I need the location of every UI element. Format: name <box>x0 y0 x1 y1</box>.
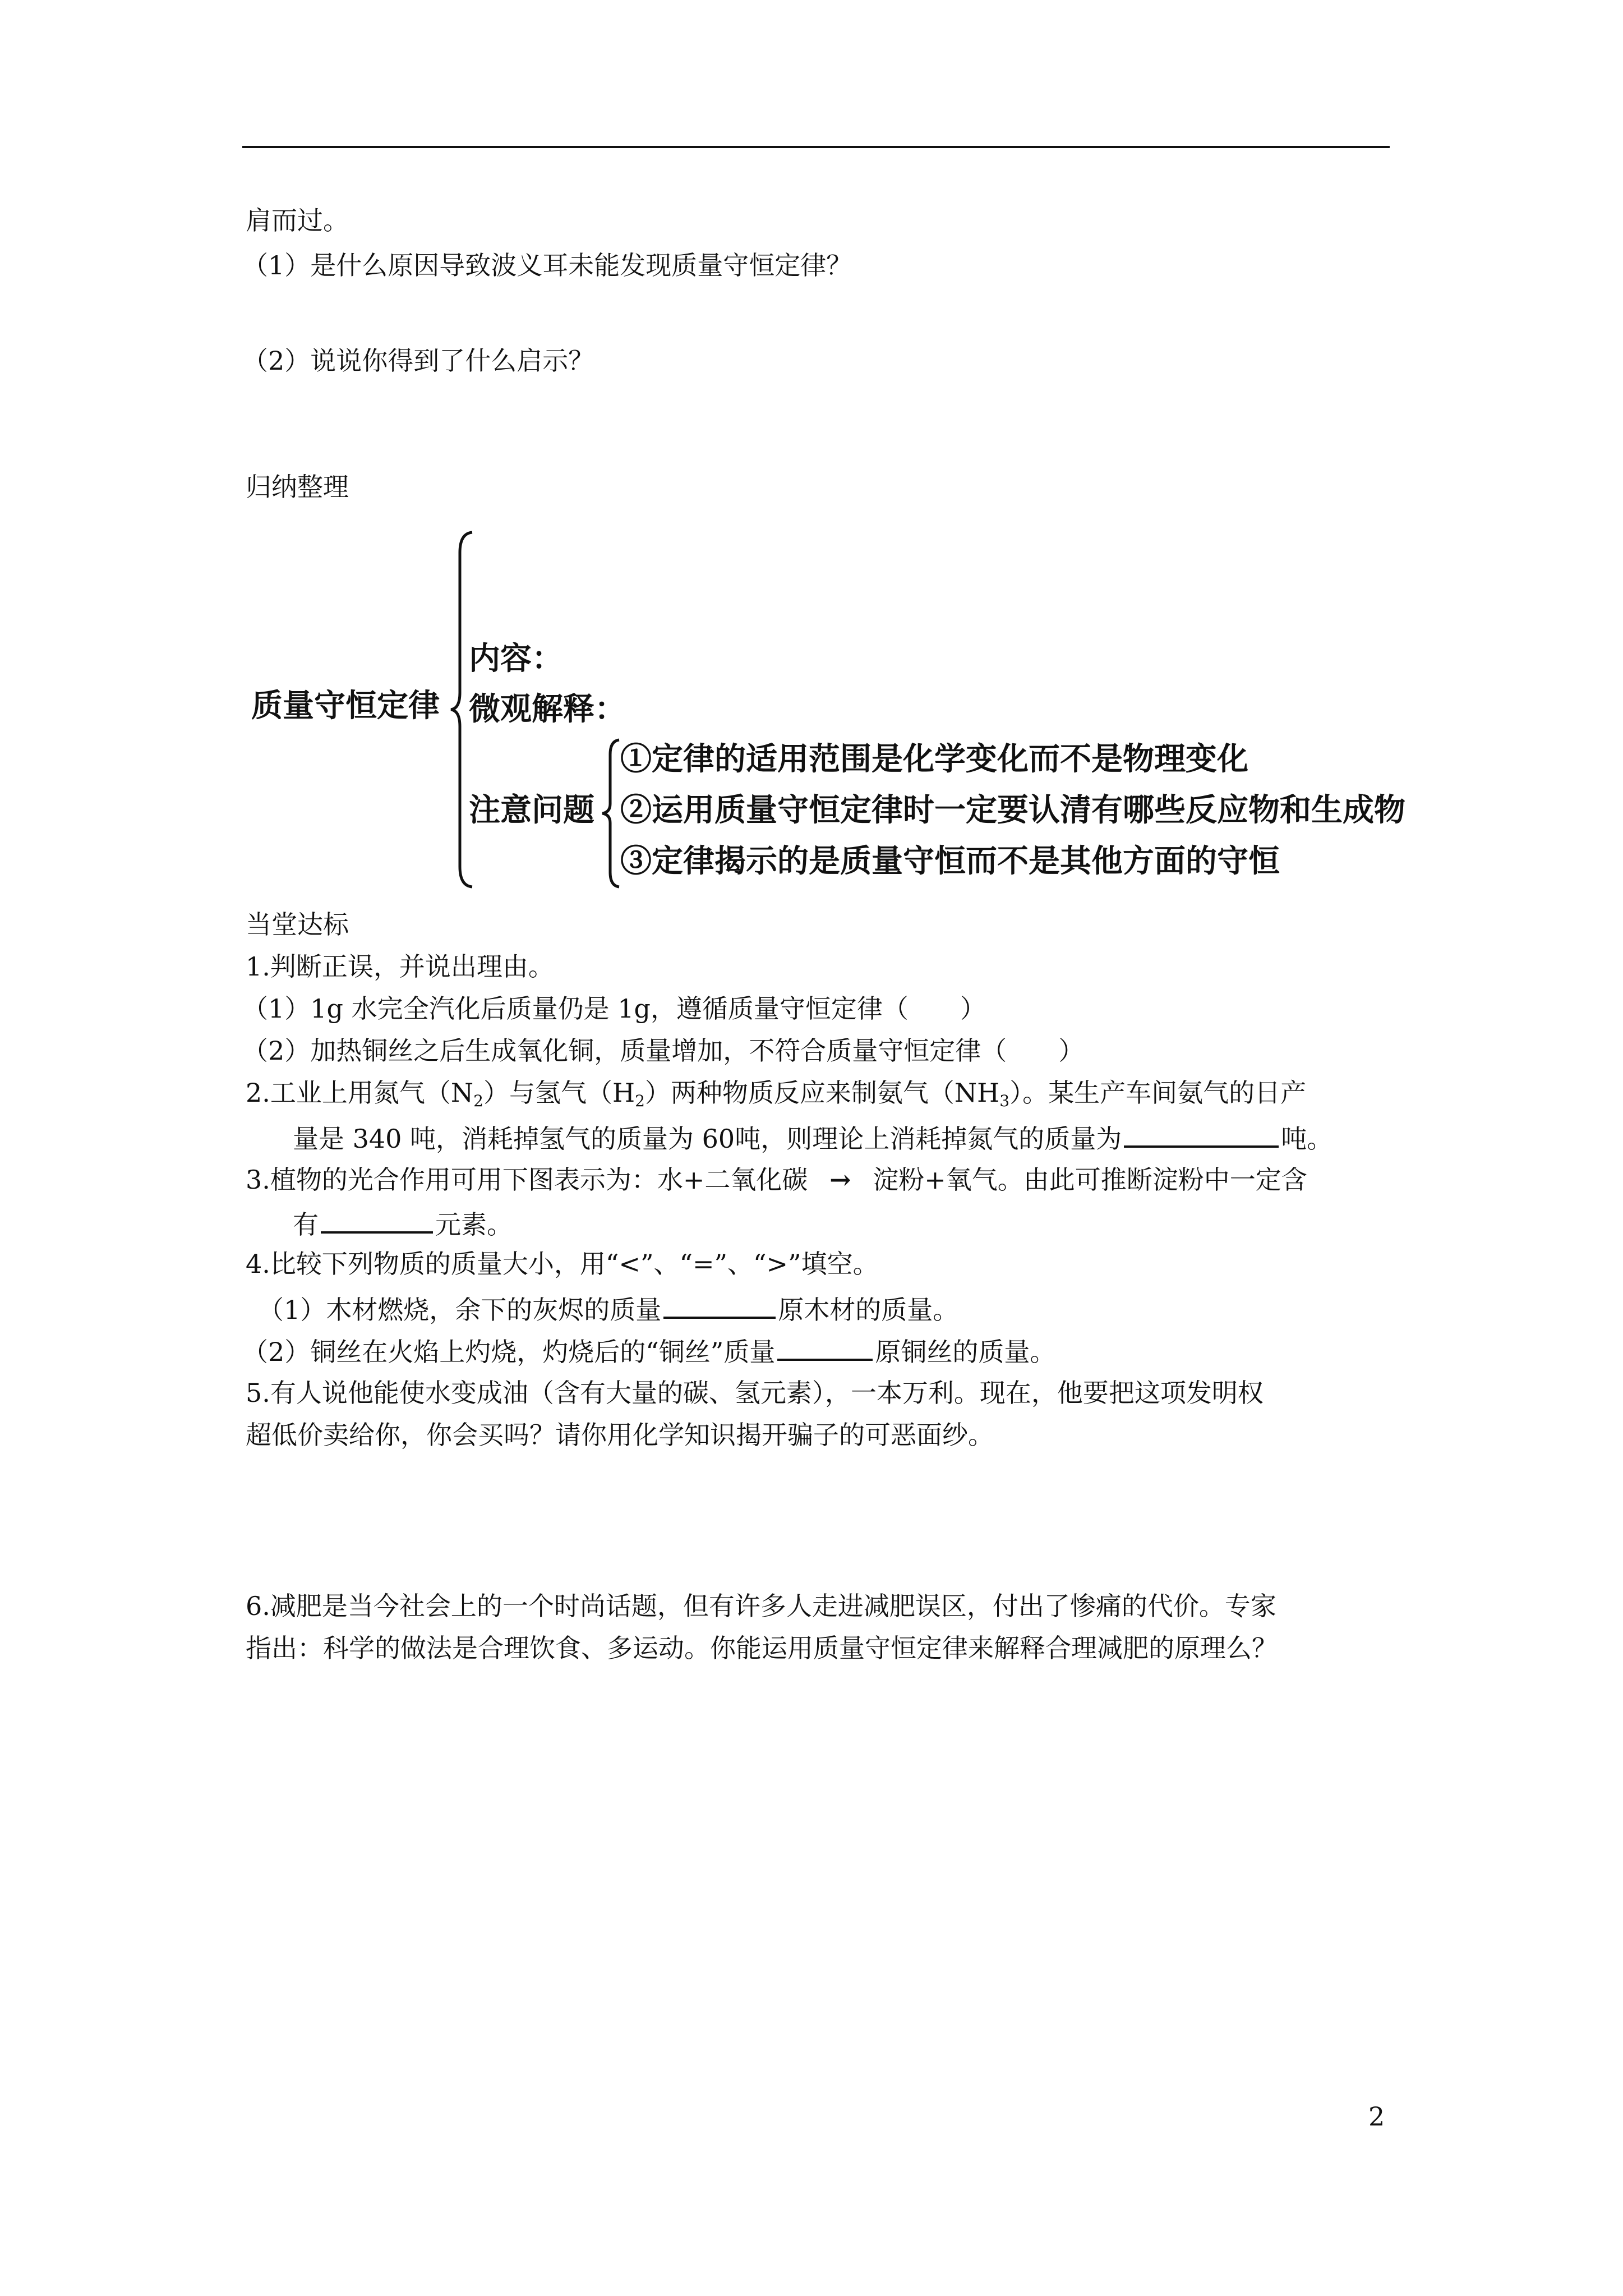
problem-1-a: （1）1g 水完全汽化后质量仍是 1g，遵循质量守恒定律（ ） <box>242 993 986 1024</box>
answer-blank-nitrogen[interactable] <box>1124 1123 1279 1148</box>
concept-topic: 质量守恒定律 <box>251 687 440 724</box>
answer-blank-copper[interactable] <box>777 1336 873 1361</box>
note-1: ①定律的适用范围是化学变化而不是物理变化 <box>620 740 1248 777</box>
problem-6-line-1: 6.减肥是当今社会上的一个时尚话题，但有许多人走进减肥误区，付出了惨痛的代价。专家 <box>246 1591 1276 1621</box>
problem-4-b: （2）铜丝在火焰上灼烧，灼烧后的“铜丝”质量 原铜丝的质量。 <box>242 1337 1056 1367</box>
continuation-text: 肩而过。 <box>246 205 349 236</box>
problem-2-line-2: 量是 340 吨，消耗掉氢气的质量为 60吨，则理论上消耗掉氮气的质量为 吨。 <box>293 1124 1333 1154</box>
problem-5-line-1: 5.有人说他能使水变成油（含有大量的碳、氢元素），一本万利。现在，他要把这项发明权 <box>246 1378 1264 1408</box>
problem-1-b: （2）加热铜丝之后生成氧化铜，质量增加，不符合质量守恒定律（ ） <box>242 1036 1085 1066</box>
problem-2-line-1: 2.工业上用氮气$(N_2)$与氢气$(H_2)$两种物质反应来制氨气$(NH_3)$。某生产车间氨气的日产 <box>246 1078 1307 1110</box>
problem-4-a: （1）木材燃烧，余下的灰烬的质量 原木材的质量。 <box>258 1295 959 1325</box>
header-rule <box>242 146 1390 148</box>
note-2: ②运用质量守恒定律时一定要认清有哪些反应物和生成物 <box>620 792 1405 829</box>
small-brace <box>600 738 623 889</box>
problem-4-stem: 4.比较下列物质的质量大小，用“<”、“=”、“>”填空。 <box>246 1249 879 1279</box>
note-3: ③定律揭示的是质量守恒而不是其他方面的守恒 <box>620 843 1280 880</box>
answer-blank-elements[interactable] <box>321 1209 433 1234</box>
concept-content-label: 内容： <box>469 640 563 677</box>
concept-micro-label: 微观解释： <box>469 691 626 728</box>
concept-notes-label: 注意问题 <box>469 792 594 829</box>
answer-blank-ash[interactable] <box>663 1294 776 1319</box>
practice-heading: 当堂达标 <box>246 909 349 940</box>
problem-3-line-1: 3.植物的光合作用可用下图表示为：水+二氧化碳 → 淀粉+氧气。由此可推断淀粉中一定含 <box>246 1165 1307 1195</box>
problem-3-line-2: 有 元素。 <box>293 1209 513 1240</box>
summary-heading: 归纳整理 <box>246 472 349 502</box>
question-1: （1）是什么原因导致波义耳未能发现质量守恒定律？ <box>242 250 852 280</box>
problem-5-line-2: 超低价卖给你，你会买吗？请你用化学知识揭开骗子的可恶面纱。 <box>246 1420 994 1450</box>
question-2: （2）说说你得到了什么启示？ <box>242 346 594 376</box>
problem-1-stem: 1.判断正误，并说出理由。 <box>246 951 554 982</box>
page-number: 2 <box>1368 2101 1385 2132</box>
right-arrow-icon: → <box>829 1165 851 1195</box>
problem-6-line-2: 指出：科学的做法是合理饮食、多运动。你能运用质量守恒定律来解释合理减肥的原理么？ <box>246 1633 1278 1663</box>
